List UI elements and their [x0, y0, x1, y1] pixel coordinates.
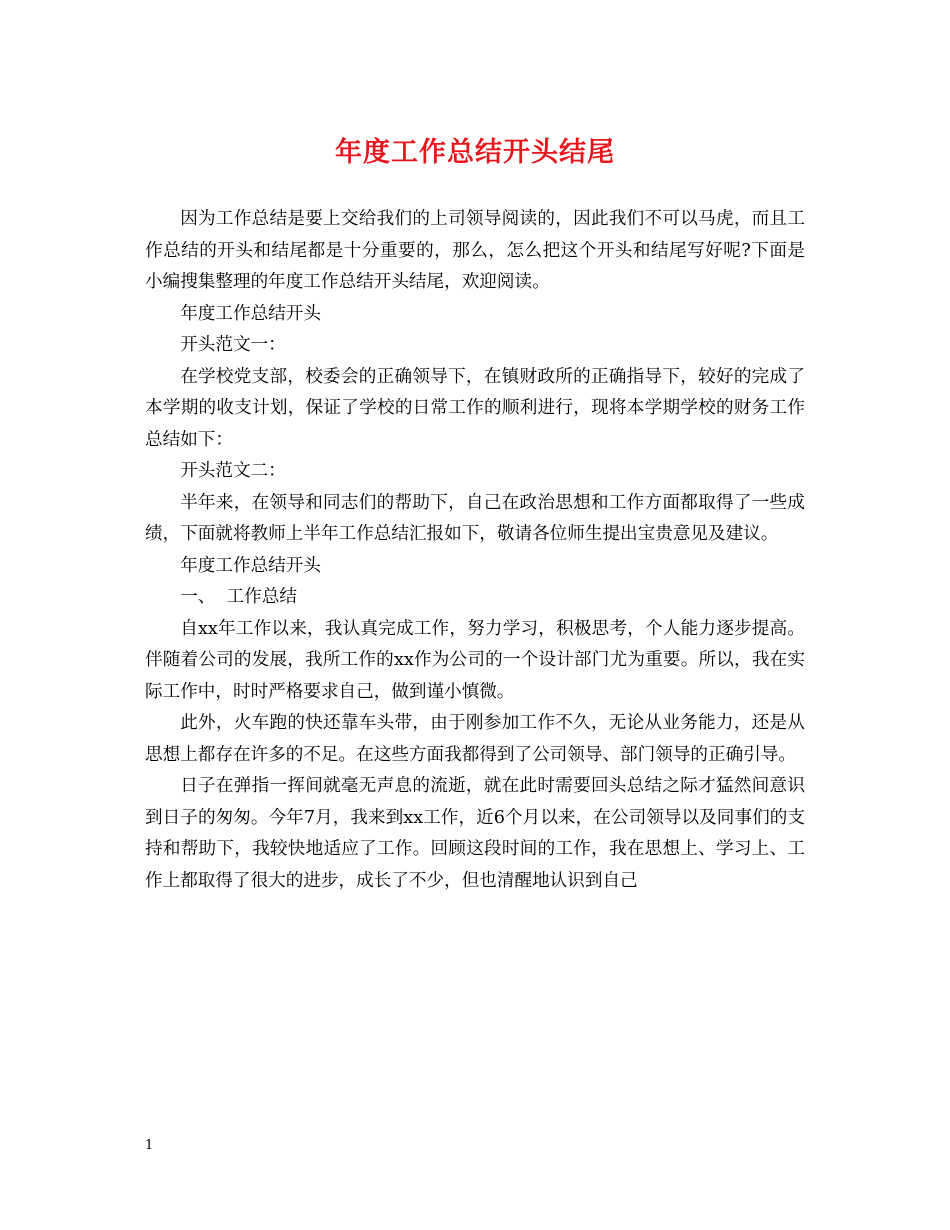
intro-paragraph: 因为工作总结是要上交给我们的上司领导阅读的，因此我们不可以马虎，而且工作总结的开头和结尾都是十分重要的，那么，怎么把这个开头和结尾写好呢?下面是小编搜集整理的年度工作总结开头结尾，欢迎阅读。 — [145, 209, 805, 292]
work-summary-paragraph-2: 此外，火车跑的快还靠车头带，由于刚参加工作不久，无论从业务能力，还是从思想上都存在许多的不足。在这些方面我都得到了公司领导、部门领导的正确引导。 — [145, 713, 805, 765]
section-heading-opening-repeat: 年度工作总结开头 — [180, 555, 321, 576]
work-summary-paragraph-1: 自xx年工作以来，我认真完成工作，努力学习，积极思考，个人能力逐步提高。伴随着公司的发展，我所工作的xx作为公司的一个设计部门尤为重要。所以，我在实际工作中，时时严格要求自己，做到谨小慎微。 — [145, 618, 805, 702]
document-body — [145, 204, 805, 897]
sample-two-paragraph: 半年来，在领导和同志们的帮助下，自己在政治思想和工作方面都取得了一些成绩，下面就将教师上半年工作总结汇报如下，敬请各位师生提出宝贵意见及建议。 — [145, 492, 805, 544]
document-title: 年度工作总结开头结尾 — [335, 137, 615, 168]
sample-one-label: 开头范文一： — [180, 335, 286, 355]
numbered-heading-work-summary: 一、 工作总结 — [180, 587, 297, 607]
sample-two-label: 开头范文二： — [180, 461, 286, 481]
work-summary-paragraph-3: 日子在弹指一挥间就毫无声息的流逝，就在此时需要回头总结之际才猛然间意识到日子的匆匆。今年7月，我来到xx工作，近6个月以来，在公司领导以及同事们的支持和帮助下，我较快地适应了工作。回顾这段时间的工作，我在思想上、学习上、工作上都取得了很大的进步，成长了不少，但也清醒地认识到自己 — [145, 776, 805, 891]
sample-one-paragraph: 在学校党支部，校委会的正确领导下，在镇财政所的正确指导下，较好的完成了本学期的收支计划，保证了学校的日常工作的顺利进行，现将本学期学校的财务工作总结如下： — [145, 366, 805, 450]
section-heading-opening: 年度工作总结开头 — [180, 303, 321, 324]
page-number: 1 — [145, 1138, 154, 1153]
